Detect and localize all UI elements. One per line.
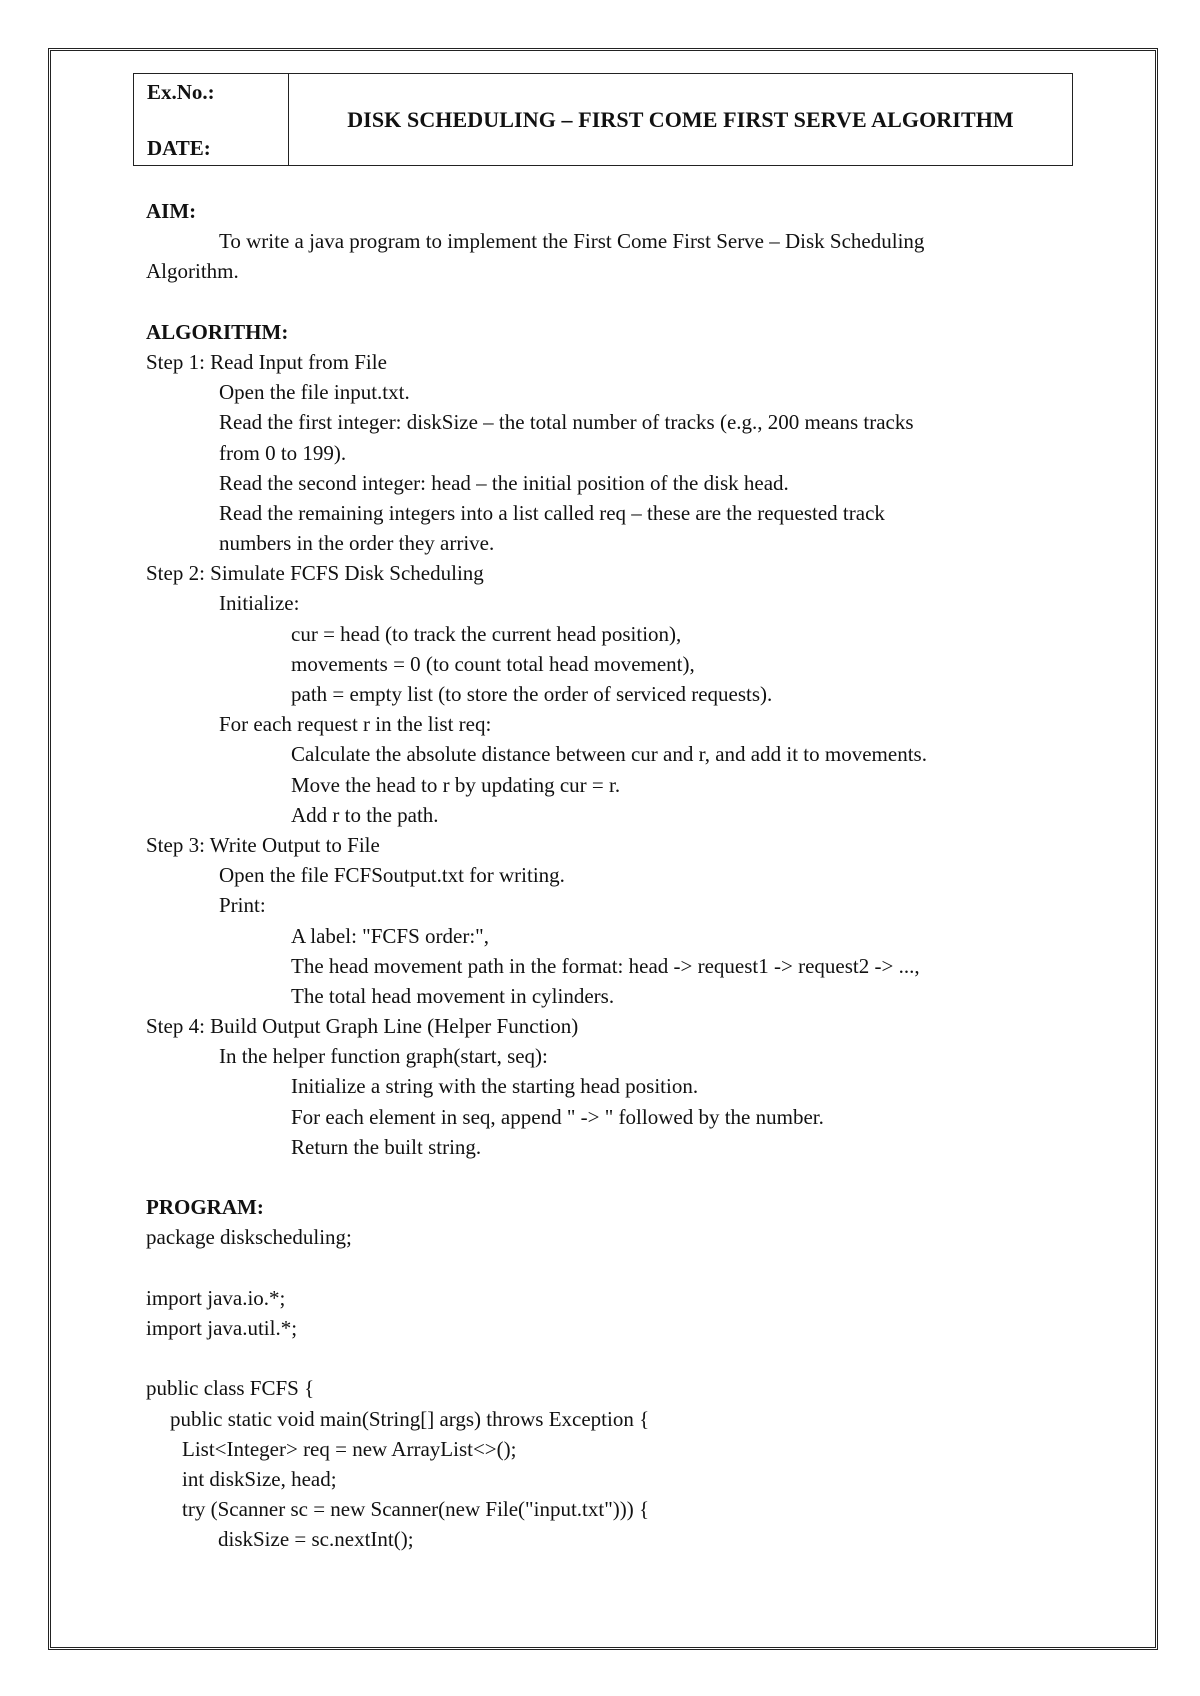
step-text-line: Calculate the absolute distance between cur and r, and add it to movements. [291,742,927,767]
code-line [146,1253,1046,1283]
aim-text-line: Algorithm. [146,259,239,284]
step-text-line: Read the second integer: head – the initial position of the disk head. [219,470,789,495]
aim-text-line: To write a java program to implement the First Come First Serve – Disk Scheduling [219,229,925,254]
step-text-line: A label: "FCFS order:", [291,923,489,948]
step-text-line: The total head movement in cylinders. [291,983,615,1008]
step-text-line: movements = 0 (to count total head movement), [291,651,695,676]
step-text-line: For each request r in the list req: [219,712,492,737]
step-text-line: Read the first integer: diskSize – the total number of tracks (e.g., 200 means tracks [219,410,914,435]
step-text-line: Open the file FCFSoutput.txt for writing. [219,863,565,888]
program-heading: PROGRAM: [146,1195,264,1220]
page-title: DISK SCHEDULING – FIRST COME FIRST SERVE ALGORITHM [347,106,1014,132]
step-4-title: Step 4: Build Output Graph Line (Helper Function) [146,1014,579,1039]
aim-heading: AIM: [146,199,197,223]
step-text-line: cur = head (to track the current head position), [291,621,682,646]
code-line: public class FCFS { [146,1376,315,1401]
step-text-line: Read the remaining integers into a list called req – these are the requested track [219,500,885,525]
step-2-title: Step 2: Simulate FCFS Disk Scheduling [146,561,484,586]
step-text-line: For each element in seq, append " -> " followed by the number. [291,1104,824,1129]
step-text-line: Return the built string. [291,1134,482,1159]
code-line: import java.util.*; [146,1315,298,1340]
step-1-title: Step 1: Read Input from File [146,349,387,374]
document-body [146,196,1046,1554]
step-text-line: The head movement path in the format: head -> request1 -> request2 -> ..., [291,953,920,978]
ex-no-label: Ex.No.: [147,80,215,104]
code-line: try (Scanner sc = new Scanner(new File("input.txt"))) { [182,1497,650,1522]
spacer [146,287,1046,317]
step-text-line: In the helper function graph(start, seq): [219,1044,548,1069]
code-line [146,1343,1046,1373]
experiment-header [133,73,1073,166]
spacer [146,1162,1046,1192]
algorithm-heading: ALGORITHM: [146,319,289,344]
code-line: package diskscheduling; [146,1225,352,1250]
code-line: List<Integer> req = new ArrayList<>(); [182,1436,517,1461]
code-line: int diskSize, head; [182,1466,337,1491]
step-text-line: Print: [219,893,266,918]
step-text-line: path = empty list (to store the order of serviced requests). [291,682,773,706]
step-text-line: Initialize: [219,591,300,616]
step-text-line: numbers in the order they arrive. [219,531,495,556]
code-line: public static void main(String[] args) throws Exception { [170,1406,650,1431]
code-line: import java.io.*; [146,1285,286,1310]
step-text-line: Initialize a string with the starting head position. [291,1074,699,1099]
date-label: DATE: [147,136,211,160]
header-left-cell [134,74,289,165]
step-text-line: from 0 to 199). [219,440,347,465]
step-text-line: Move the head to r by updating cur = r. [291,772,621,797]
code-line: diskSize = sc.nextInt(); [218,1527,414,1552]
step-text-line: Add r to the path. [291,802,439,827]
step-text-line: Open the file input.txt. [219,380,410,405]
step-3-title: Step 3: Write Output to File [146,832,380,857]
